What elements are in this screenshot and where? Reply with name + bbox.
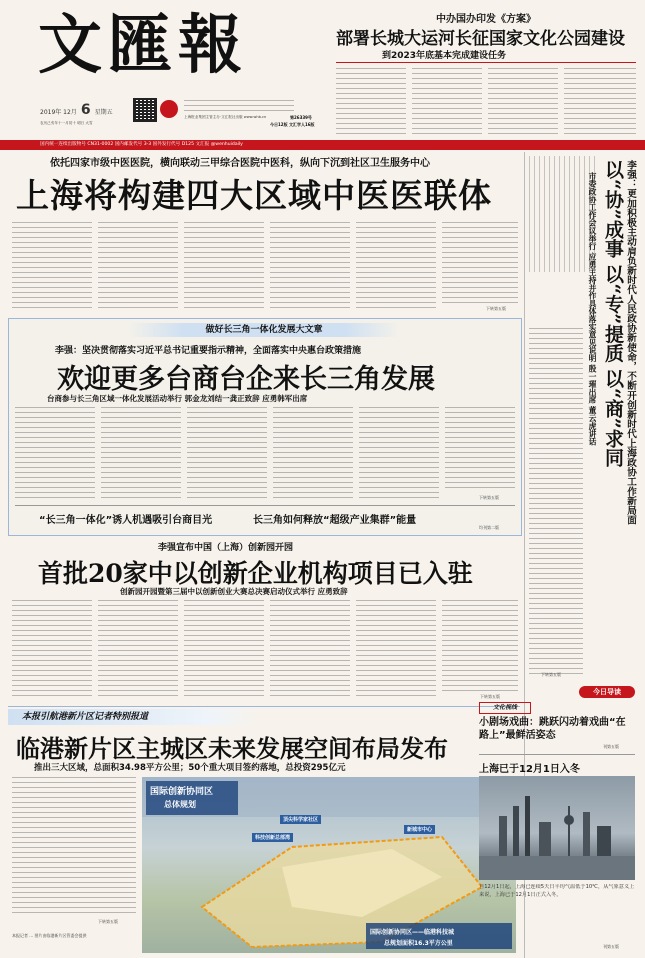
story1-headline: 上海将构建四大区域中医医联体 — [16, 176, 492, 215]
lingang-subhead: 推出三大区域，总面积34.98平方公里；50个重大项目签约落地，总投资295亿元 — [34, 763, 346, 773]
map-title-box: 国际创新协同区 总体规划 — [146, 781, 238, 815]
story1-kicker: 依托四家市级中医医院，横向联动三甲综合医院中医科，纵向下沉到社区卫生服务中心 — [50, 158, 430, 169]
yrd-related-1[interactable]: “长三角一体化”诱人机遇吸引台商目光 — [39, 515, 213, 526]
today-headline[interactable]: 小剧场戏曲：跳跃闪动着戏曲“在路上”最鲜活姿态 — [479, 717, 626, 741]
side-continued: 下转第五版 — [541, 672, 561, 677]
lingang-continued: 下转第五版 — [98, 919, 118, 924]
map-label-2: 科技创新总部湾 — [252, 833, 293, 842]
masthead-title: 文匯報 — [38, 8, 248, 83]
story3-continued: 下转第五版 — [480, 694, 500, 699]
cn-bar — [0, 140, 645, 150]
story3-headline: 首批20家中以创新企业机构项目已入驻 — [38, 559, 473, 588]
story-israel — [8, 538, 520, 708]
lingang-note: 本报记者 … 图片由临港新片区管委会提供 — [12, 933, 87, 938]
map-caption-box: 国际创新协同区——临港科技城 总规划面积16.3平方公里 — [366, 923, 512, 949]
top-story-subhead: 到2023年底基本完成建设任务 — [382, 51, 507, 61]
yrd-related-tag: 均刊第二版 — [479, 525, 499, 530]
map-label-1: 顶尖科学家社区 — [280, 815, 321, 824]
top-story-kicker: 中办国办印发《方案》 — [436, 14, 536, 25]
photo-headline[interactable]: 上海已于12月1日入冬 — [479, 764, 580, 775]
photo-caption: 自12月1日起，上海已连续5天日平均气温低于10℃，从气象意义上来说，上海已于12月1日正式入冬。 — [479, 884, 635, 898]
story-tcm — [8, 154, 520, 314]
logo-icon — [160, 100, 178, 118]
yrd-continued: 下转第五版 — [479, 495, 499, 500]
today-section: 文化视线 — [479, 702, 531, 714]
side-headline: 以“协”成事 以“专”提质 以“商”求同 — [602, 160, 624, 467]
side-subhead: 市委政协工作会议举行 应勇主持并作具体落实意见说明 殷一璀出席 董云虎讲话 — [588, 172, 597, 446]
story3-kicker: 李强宣布中国（上海）创新园开园 — [158, 543, 294, 553]
today-continued: 刊第五版 — [603, 744, 619, 749]
side-kicker: 李强：更加积极主动肩负新时代人民政协新使命，不断开创新时代上海政协工作新局面 — [625, 160, 636, 525]
date-year-month: 2019年 12月 — [40, 109, 77, 116]
page-count: 今日12版 文汇学人16版 — [270, 122, 315, 127]
skyline-photo — [479, 776, 635, 880]
yrd-related-2[interactable]: 长三角如何释放“超级产业集群”能量 — [253, 515, 417, 526]
today-box — [479, 686, 639, 956]
issue-number: 第26339号 — [290, 115, 312, 120]
lingang-headline: 临港新片区主城区未来发展空间布局发布 — [16, 734, 448, 763]
planning-map — [142, 777, 516, 953]
date-day: 6 — [80, 102, 91, 118]
cn-number: 国内统一连续出版物号 CN31-0002 国内邮发代号 3-3 国外发行代号 D125 文汇报 @wenhuidaily — [40, 142, 243, 147]
top-story-headline: 部署长城大运河长征国家文化公园建设 — [336, 29, 625, 49]
story3-subhead: 创新园开园暨第三届中以创新创业大赛总决赛启动仪式举行 应勇致辞 — [120, 587, 348, 596]
photo-continued: 刊第五版 — [603, 944, 619, 949]
qr-code — [133, 98, 157, 122]
lingang-banner: 本报引航港新片区记者特别报道 — [8, 709, 258, 725]
masthead-url: 上海报业集团主管主办·文汇报社出版 www.whb.cn — [184, 115, 267, 119]
story1-continued: 下转第五版 — [486, 306, 506, 311]
map-label-3: 新城市中心 — [404, 825, 435, 834]
yrd-box — [8, 318, 522, 536]
yrd-subhead: 台商参与长三角区域一体化发展活动举行 郭金龙刘结一龚正致辞 应勇韩军出席 — [47, 394, 308, 403]
today-tag: 今日导读 — [579, 686, 635, 698]
yrd-banner: 做好长三角一体化发展大文章 — [129, 323, 399, 337]
lingang-section — [8, 706, 520, 955]
date-weekday: 星期五 — [94, 109, 113, 116]
yrd-kicker: 李强：坚决贯彻落实习近平总书记重要指示精神，全面落实中央惠台政策措施 — [55, 346, 362, 356]
lunar-date: 农历己亥年十一月初十 明日 大雪 — [40, 121, 93, 125]
yrd-headline: 欢迎更多台商台企来长三角发展 — [57, 364, 435, 395]
masthead — [0, 0, 645, 140]
